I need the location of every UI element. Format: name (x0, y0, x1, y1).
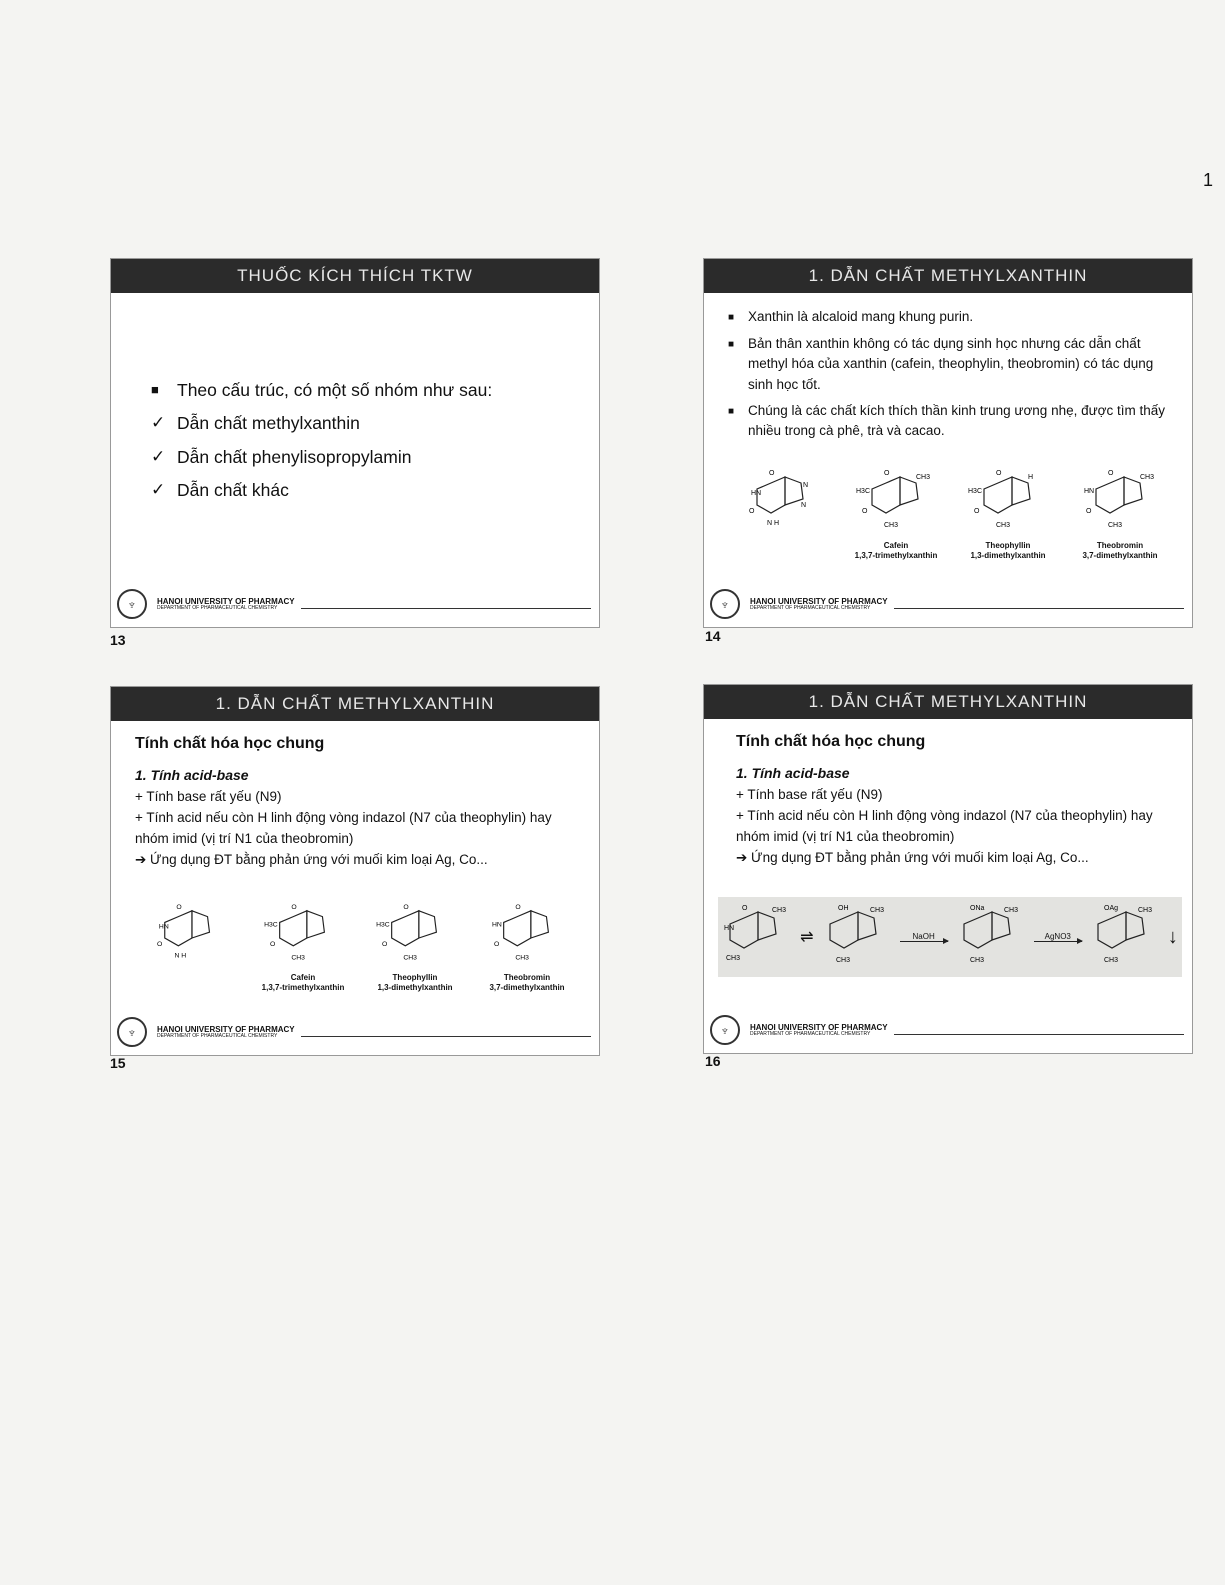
slide-13 (110, 258, 600, 628)
svg-text:O: O (291, 903, 297, 911)
svg-text:O: O (996, 470, 1002, 477)
footer-department: DEPARTMENT OF PHARMACEUTICAL CHEMISTRY (157, 604, 278, 611)
footer-divider (301, 608, 591, 609)
svg-text:CH3: CH3 (772, 907, 787, 914)
theophyllin-structure-icon (968, 469, 1048, 541)
svg-text:H: H (1028, 474, 1034, 481)
molecule-name: Theophyllin (985, 541, 1031, 550)
svg-text:O: O (1086, 508, 1092, 515)
svg-text:CH3: CH3 (969, 957, 984, 964)
list-item: ■ Chúng là các chất kích thích thần kinh trung ương nhẹ, được tìm thấy nhiều trong cà phê, trà và cacao. (728, 402, 1166, 438)
footer-department: DEPARTMENT OF PHARMACEUTICAL CHEMISTRY (750, 1030, 871, 1037)
enol-structure-icon (822, 904, 892, 970)
university-logo: ♆ (117, 589, 147, 619)
xanthin-structure-icon (156, 903, 226, 973)
svg-text:HN: HN (751, 490, 762, 497)
svg-text:CH3: CH3 (835, 957, 850, 964)
molecule-xanthin (135, 903, 247, 992)
footer-university: HANOI UNIVERSITY OF PHARMACY (750, 596, 888, 606)
svg-text:CH3: CH3 (515, 954, 529, 962)
svg-text:OH: OH (837, 905, 849, 912)
text-line: ➔ Ứng dụng ĐT bằng phản ứng với muối kim loại Ag, Co... (135, 851, 488, 867)
molecule-name: Theophyllin (392, 973, 438, 982)
slide-footer (710, 587, 1184, 621)
svg-text:H3C: H3C (264, 921, 278, 929)
slide-footer (710, 1013, 1184, 1047)
svg-text:CH3: CH3 (1137, 907, 1152, 914)
page-number: 1 (1203, 170, 1214, 190)
sodium-salt-structure-icon (956, 904, 1026, 970)
svg-text:CH3: CH3 (1140, 474, 1155, 481)
molecule-iupac: 1,3-dimethylxanthin (377, 982, 453, 992)
molecule-name: Theobromin (1096, 541, 1144, 550)
molecule-cafein (840, 469, 952, 560)
text-line: ➔ Ứng dụng ĐT bằng phản ứng với muối kim loại Ag, Co... (736, 849, 1089, 865)
list-item: ✓ Dẫn chất khác (151, 479, 289, 500)
molecule-name: Cafein (883, 541, 909, 550)
svg-text:O: O (884, 470, 890, 477)
svg-text:O: O (269, 940, 276, 948)
svg-text:CH3: CH3 (1108, 522, 1123, 529)
theobromin-structure-icon (487, 903, 567, 973)
svg-text:O: O (742, 905, 748, 912)
molecule-iupac: 3,7-dimethylxanthin (489, 982, 565, 992)
slide-16 (703, 684, 1193, 1054)
molecule-theobromin (1064, 469, 1176, 560)
svg-text:HN: HN (724, 925, 735, 932)
footer-divider (301, 1036, 591, 1037)
svg-text:O: O (156, 940, 163, 948)
list-item: ■ Theo cấu trúc, có một số nhóm như sau: (151, 380, 493, 400)
text-line: + Tính acid nếu còn H linh động vòng indazol (N7 của theophylin) hay nhóm imid (vị trí N1 của theobromin) (736, 807, 1153, 844)
text-line: + Tính acid nếu còn H linh động vòng indazol (N7 của theophylin) hay nhóm imid (vị trí N1 của theobromin) (135, 809, 552, 846)
slide-number: 13 (110, 632, 126, 648)
svg-text:CH3: CH3 (1003, 907, 1018, 914)
theophyllin-structure-icon (375, 903, 455, 973)
svg-text:H3C: H3C (376, 921, 390, 929)
section-subheading: 1. Tính acid-base (135, 767, 249, 783)
svg-text:HN: HN (1084, 488, 1095, 495)
svg-text:O: O (176, 903, 182, 911)
slide-footer (117, 1015, 591, 1049)
section-heading: Tính chất hóa học chung (736, 733, 926, 750)
svg-text:O: O (515, 903, 521, 911)
molecule-xanthin (728, 469, 840, 560)
svg-text:CH3: CH3 (403, 954, 417, 962)
svg-text:O: O (381, 940, 388, 948)
footer-department: DEPARTMENT OF PHARMACEUTICAL CHEMISTRY (157, 1032, 278, 1039)
svg-text:H3C: H3C (856, 488, 871, 495)
svg-text:O: O (493, 940, 500, 948)
slide-15 (110, 686, 600, 1056)
slide-title: 1. DẪN CHẤT METHYLXANTHIN (704, 685, 1192, 719)
footer-divider (894, 608, 1184, 609)
footer-university: HANOI UNIVERSITY OF PHARMACY (157, 1024, 295, 1034)
svg-text:CH3: CH3 (869, 907, 884, 914)
molecule-name: Cafein (290, 973, 316, 982)
svg-text:O: O (862, 508, 868, 515)
text-line: + Tính base rất yếu (N9) (135, 789, 282, 804)
footer-department: DEPARTMENT OF PHARMACEUTICAL CHEMISTRY (750, 604, 871, 611)
svg-text:N H: N H (767, 520, 780, 527)
slide-number: 16 (705, 1053, 721, 1069)
footer-university: HANOI UNIVERSITY OF PHARMACY (157, 596, 295, 606)
cafein-structure-icon (263, 903, 343, 973)
svg-text:O: O (403, 903, 409, 911)
svg-text:CH3: CH3 (726, 955, 741, 962)
silver-salt-structure-icon (1090, 904, 1160, 970)
theobromin-structure-icon (1080, 469, 1160, 541)
svg-text:CH3: CH3 (1103, 957, 1118, 964)
university-logo: ♆ (117, 1017, 147, 1047)
molecule-theobromin (471, 903, 583, 992)
svg-text:OAg: OAg (1103, 905, 1118, 912)
svg-text:O: O (749, 508, 755, 515)
footer-university: HANOI UNIVERSITY OF PHARMACY (750, 1022, 888, 1032)
reaction-scheme (718, 897, 1182, 977)
text-line: + Tính base rất yếu (N9) (736, 787, 883, 802)
svg-text:HN: HN (158, 923, 169, 931)
university-logo: ♆ (710, 589, 740, 619)
slide-title: 1. DẪN CHẤT METHYLXANTHIN (704, 259, 1192, 293)
svg-text:H3C: H3C (968, 488, 983, 495)
slide-14 (703, 258, 1193, 628)
precipitate-arrow-icon: ↓ (1167, 925, 1178, 948)
svg-text:CH3: CH3 (916, 474, 931, 481)
slide-title: THUỐC KÍCH THÍCH TKTW (111, 259, 599, 293)
svg-text:N: N (801, 502, 807, 509)
reagent-label: AgNO3 (1044, 932, 1071, 941)
section-heading: Tính chất hóa học chung (135, 735, 325, 752)
svg-text:CH3: CH3 (884, 522, 899, 529)
equilibrium-icon: ⇌ (800, 929, 814, 946)
cafein-structure-icon (856, 469, 936, 541)
svg-text:O: O (769, 470, 775, 477)
reagent-label: NaOH (912, 932, 935, 941)
svg-text:N H: N H (174, 952, 187, 960)
list-item: ✓ Dẫn chất methylxanthin (151, 413, 360, 434)
molecule-theophyllin (359, 903, 471, 992)
section-subheading: 1. Tính acid-base (736, 765, 850, 781)
xanthin-structure-icon (749, 469, 819, 541)
molecule-theophyllin (952, 469, 1064, 560)
university-logo: ♆ (710, 1015, 740, 1045)
molecule-iupac: 1,3-dimethylxanthin (970, 550, 1046, 560)
theophyllin-structure-icon (722, 904, 792, 970)
list-item: ✓ Dẫn chất phenylisopropylamin (151, 446, 412, 467)
molecule-name: Theobromin (503, 973, 551, 982)
reaction-arrow (900, 932, 948, 942)
svg-text:O: O (974, 508, 980, 515)
reaction-arrow (1034, 932, 1082, 942)
molecule-iupac: 3,7-dimethylxanthin (1082, 550, 1158, 560)
footer-divider (894, 1034, 1184, 1035)
slide-footer (117, 587, 591, 621)
molecule-iupac: 1,3,7-trimethylxanthin (854, 550, 938, 560)
molecule-iupac: 1,3,7-trimethylxanthin (261, 982, 345, 992)
list-item: ■ Xanthin là alcaloid mang khung purin. (728, 309, 974, 324)
svg-text:O: O (1108, 470, 1114, 477)
slide-title: 1. DẪN CHẤT METHYLXANTHIN (111, 687, 599, 721)
svg-text:CH3: CH3 (996, 522, 1011, 529)
slide-number: 14 (705, 628, 721, 644)
svg-text:ONa: ONa (969, 905, 985, 912)
svg-text:CH3: CH3 (291, 954, 305, 962)
svg-text:HN: HN (492, 921, 502, 929)
slide-number: 15 (110, 1055, 126, 1071)
list-item: ■ Bản thân xanthin không có tác dụng sinh học nhưng các dẫn chất methyl hóa của xanthin (cafein, theophylin, theobromin) có tác dụng sinh học tốt. (728, 336, 1154, 392)
svg-text:N: N (803, 482, 809, 489)
molecule-cafein (247, 903, 359, 992)
